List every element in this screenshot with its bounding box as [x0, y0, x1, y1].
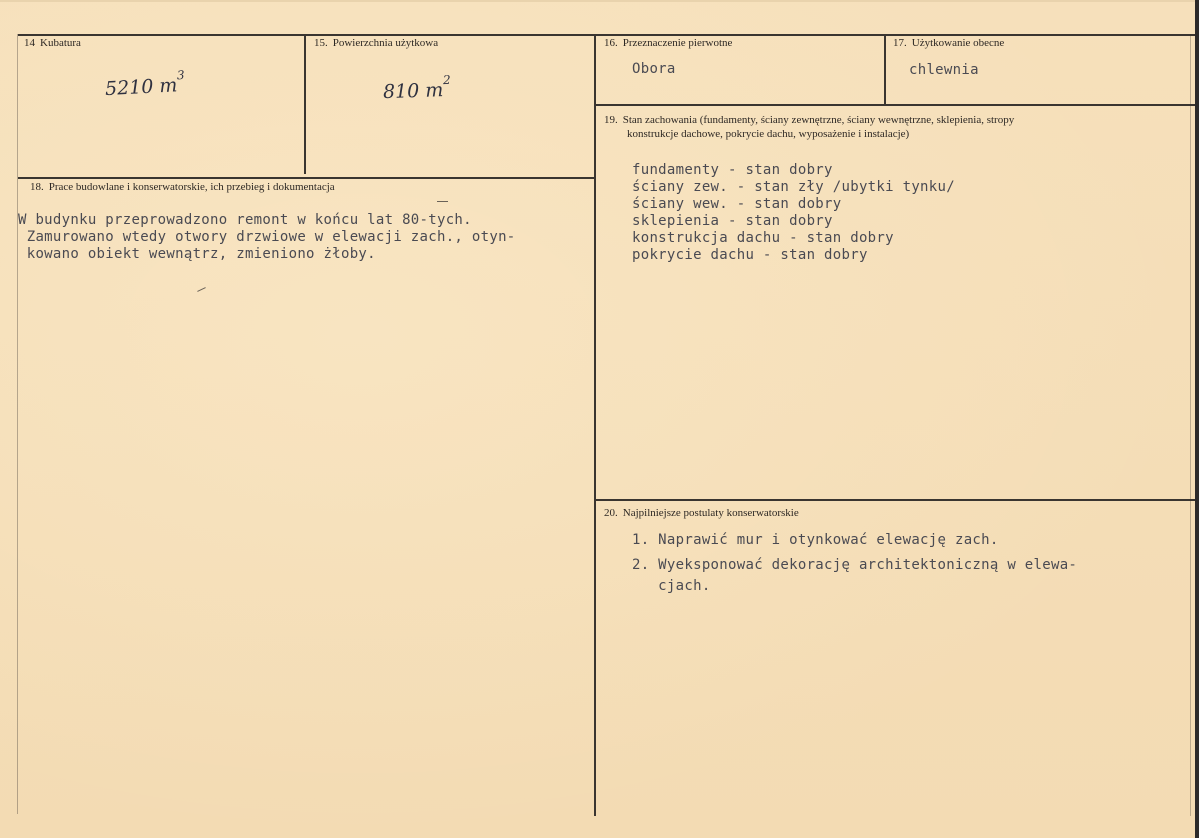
pencil-stroke-mark — [197, 287, 206, 292]
field-16-number: 16. — [604, 37, 618, 49]
field-17-value: chlewnia — [909, 62, 979, 78]
field-20-number: 20. — [604, 507, 618, 519]
field-14-value — [104, 67, 185, 101]
rule-v-16-17 — [884, 34, 886, 104]
field-19-title-line-2: konstrukcje dachowe, pokrycie dachu, wyposażenie i instalacje) — [627, 128, 910, 140]
field-17-number: 17. — [893, 37, 907, 49]
field-14-label — [24, 36, 81, 50]
field-19-line-5: konstrukcja dachu - stan dobry — [632, 230, 894, 246]
field-14-title: Kubatura — [40, 37, 81, 49]
rule-right — [1190, 34, 1191, 816]
field-20-label — [604, 506, 799, 520]
field-15-label — [314, 36, 438, 50]
usable-area-unit-exponent: 2 — [442, 72, 451, 88]
paper-top-edge — [0, 0, 1199, 2]
rule-h-20 — [595, 499, 1196, 501]
field-17-label — [893, 36, 1004, 50]
field-15-number: 15. — [314, 37, 328, 49]
field-18-title: Prace budowlane i konserwatorskie, ich przebieg i dokumentacja — [48, 181, 335, 193]
field-14-number: 14 — [24, 37, 35, 49]
field-18-line-2: Zamurowano wtedy otwory drzwiowe w elewacji zach., otyn- — [18, 229, 516, 245]
field-19-number: 19. — [604, 114, 618, 126]
field-20-title: Najpilniejsze postulaty konserwatorskie — [622, 507, 799, 519]
cubature-value: 5210 m — [104, 74, 178, 101]
field-16-label — [604, 36, 732, 50]
cubature-unit-exponent: 3 — [176, 67, 185, 83]
field-16-title: Przeznaczenie pierwotne — [622, 37, 733, 49]
rule-left — [17, 34, 18, 814]
field-20-line-1: 1. Naprawić mur i otynkować elewację zach. — [632, 532, 999, 548]
usable-area-value: 810 m — [382, 79, 444, 104]
field-19-label — [604, 113, 1170, 141]
field-19-line-4: sklepienia - stan dobry — [632, 213, 833, 229]
field-15-value — [382, 72, 452, 104]
field-20-line-3: cjach. — [632, 578, 711, 594]
field-19-title-line-1: Stan zachowania (fundamenty, ściany zewnętrzne, ściany wewnętrzne, sklepienia, stropy — [622, 114, 1015, 126]
field-19-line-3: ściany wew. - stan dobry — [632, 196, 842, 212]
field-19-line-6: pokrycie dachu - stan dobry — [632, 247, 868, 263]
rule-v-14-15 — [304, 34, 306, 174]
field-18-number: 18. — [30, 181, 44, 193]
rule-h-19 — [595, 104, 1196, 106]
field-20-line-2: 2. Wyeksponować dekorację architektoniczną w elewa- — [632, 557, 1078, 573]
rule-h-18 — [18, 177, 595, 179]
field-16-value: Obora — [632, 61, 676, 77]
field-15-title: Powierzchnia użytkowa — [332, 37, 439, 49]
pen-dash-mark — [437, 201, 448, 202]
field-18-label — [30, 180, 335, 194]
field-18-line-1: W budynku przeprowadzono remont w końcu lat 80-tych. — [18, 212, 472, 228]
field-19-line-2: ściany zew. - stan zły /ubytki tynku/ — [632, 179, 955, 195]
field-19-line-1: fundamenty - stan dobry — [632, 162, 833, 178]
rule-v-main — [594, 34, 596, 816]
field-19-label-line-2 — [604, 127, 1170, 141]
field-19-label-line-1 — [604, 113, 1170, 127]
field-17-title: Użytkowanie obecne — [911, 37, 1005, 49]
scan-right-edge — [1195, 0, 1199, 838]
field-18-line-3: kowano obiekt wewnątrz, zmieniono żłoby. — [18, 246, 376, 262]
